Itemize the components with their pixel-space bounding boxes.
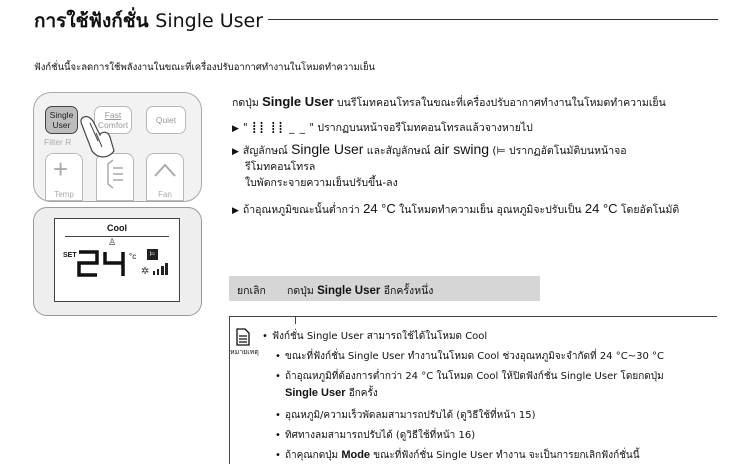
temperature-digits	[75, 249, 127, 279]
press-button-name: Single User	[262, 94, 334, 109]
bullet-2-continuation-2: ใบพัดกระจายความเย็นปรับขึ้น-ลง	[245, 177, 398, 189]
quote-open: "	[242, 122, 248, 134]
note-item-5: • ทิศทางลมสามารถปรับได้ (ดูวิธีใช้ที่หน้า 16)	[275, 430, 476, 441]
remote-control-illustration	[33, 92, 202, 202]
page-title	[34, 6, 263, 36]
note-frame-top	[229, 316, 717, 317]
title-rule	[268, 19, 718, 20]
bullet-3-mid: ในโหมดทำความเย็น อุณหภูมิจะปรับเป็น	[399, 204, 582, 216]
bullet-3-temp-1: 24 °C	[363, 201, 396, 216]
lcd-screen	[54, 218, 180, 302]
single-user-button	[45, 106, 78, 134]
single-user-icon: ♙	[108, 238, 117, 248]
single-user-label-1: Single	[49, 110, 74, 120]
note-page-icon	[235, 328, 251, 346]
cancel-prefix: กดปุ่ม	[287, 285, 314, 297]
note-label: หมายเหตุ	[230, 348, 259, 356]
triangle-bullet-icon: ▶	[232, 206, 239, 216]
bullet-1-text: " ปรากฏบนหน้าจอรีโมทคอนโทรลแล้วจางหายไป	[309, 122, 533, 134]
bullet-3	[232, 201, 679, 218]
filter-reset-label: Filter R	[44, 137, 72, 147]
cancel-bar	[229, 276, 540, 301]
note-item-3-text: ถ้าอุณหภูมิที่ต้องการต่ำกว่า 24 °C ในโหมด Cool ให้ปิดฟังก์ชั่น Single User โดยกดปุ่ม	[285, 371, 664, 382]
instruction-line	[232, 94, 666, 111]
bullet-2-continuation-1: รีโมทคอนโทรล	[245, 161, 316, 173]
bullet-3-prefix: ถ้าอุณหภูมิขณะนั้นต่ำกว่า	[242, 204, 360, 216]
bullet-2-rest: (⊨ ปรากฏอัตโนมัติบนหน้าจอ	[492, 145, 627, 157]
lcd-divider	[65, 236, 169, 237]
note-item-3-cont-text: อีกครั้ง	[348, 388, 378, 399]
triangle-bullet-icon: ▶	[232, 147, 239, 157]
triangle-bullet-icon: ▶	[232, 124, 239, 134]
note-frame-tick	[295, 316, 296, 324]
note-frame-left	[229, 316, 230, 464]
note-item-6: • ถ้าคุณกดปุ่ม Mode ขณะที่ฟังก์ชั่น Single User ทำงาน จะเป็นการยกเลิกฟังก์ชั่นนี้	[275, 449, 640, 461]
remote-display-illustration	[33, 207, 202, 316]
note-item-3-bold: Single User	[285, 387, 346, 399]
bullet-2-mid: และสัญลักษณ์	[366, 145, 431, 157]
fast-comfort-label-1: Fast	[104, 110, 122, 120]
note-item-2-text: ขณะที่ฟังก์ชั่น Single User ทำงานในโหมด Cool ช่วงอุณหภูมิจะจำกัดที่ 24 °C~30 °C	[285, 351, 664, 362]
note-item-2: • ขณะที่ฟังก์ชั่น Single User ทำงานในโหมด Cool ช่วงอุณหภูมิจะจำกัดที่ 24 °C~30 °C	[275, 351, 664, 362]
title-thai: การใช้ฟังก์ชั่น	[34, 10, 149, 32]
bullet-2-prefix: สัญลักษณ์	[242, 145, 288, 157]
page-subtitle: ฟังก์ชั่นนี้จะลดการใช้พลังงานในขณะที่เครื่องปรับอากาศทำงานในโหมดทำความเย็น	[34, 62, 376, 73]
bullet-1	[232, 119, 533, 136]
cancel-label: ยกเลิก	[237, 285, 266, 297]
bullet-2-air-swing: air swing	[433, 141, 490, 157]
title-english: Single User	[155, 10, 264, 32]
temp-label: Temp	[54, 190, 74, 199]
bullet-2	[232, 141, 627, 159]
cancel-suffix: อีกครั้งหนึ่ง	[383, 285, 434, 297]
fan-label: Fan	[158, 190, 172, 199]
note-item-3: • ถ้าอุณหภูมิที่ต้องการต่ำกว่า 24 °C ในโหมด Cool ให้ปิดฟังก์ชั่น Single User โดยกดปุ่ม	[275, 371, 664, 382]
note-item-3-continuation	[285, 386, 378, 401]
bullet-3-suffix: โดยอัตโนมัติ	[620, 204, 680, 216]
press-suffix: บนรีโมทคอนโทรลในขณะที่เครื่องปรับอากาศทำงานในโหมดทำความเย็น	[336, 97, 666, 109]
mode-label: Cool	[107, 223, 127, 233]
hand-pointer-icon	[78, 111, 118, 161]
display-symbol: ┋┋ ┋┋ _ _	[251, 122, 306, 134]
fan-speed-bars-icon	[153, 263, 169, 275]
press-prefix: กดปุ่ม	[232, 97, 259, 109]
cancel-button-name: Single User	[317, 285, 381, 297]
bullet-2-single-user: Single User	[291, 141, 364, 157]
air-swing-icon: ⊨	[147, 249, 158, 260]
degree-label: °c	[129, 252, 137, 261]
fan-icon: ✲	[141, 266, 150, 277]
cancel-text	[287, 282, 433, 299]
fan-button	[146, 153, 184, 201]
note-item-1: • ฟังก์ชั่น Single User สามารถใช้ได้ในโหมด Cool	[262, 331, 488, 342]
note-item-4-text: อุณหภูมิ/ความเร็วพัดลมสามารถปรับได้ (ดูวิธีใช้ที่หน้า 15)	[285, 410, 536, 421]
note-item-6-bold: Mode	[341, 449, 371, 461]
note-item-5-text: ทิศทางลมสามารถปรับได้ (ดูวิธีใช้ที่หน้า 16)	[285, 430, 476, 441]
quiet-button: Quiet	[146, 106, 186, 134]
note-item-6-text: ขณะที่ฟังก์ชั่น Single User ทำงาน จะเป็นการยกเลิกฟังก์ชั่นนี้	[373, 450, 640, 461]
bullet-3-temp-2: 24 °C	[584, 201, 618, 216]
note-item-1-text: ฟังก์ชั่น Single User สามารถใช้ได้ในโหมด Cool	[272, 331, 488, 342]
plus-icon: +	[53, 154, 69, 184]
single-user-label-2: User	[52, 120, 71, 130]
note-item-4: • อุณหภูมิ/ความเร็วพัดลมสามารถปรับได้ (ดูวิธีใช้ที่หน้า 15)	[275, 410, 536, 421]
set-label: SET	[63, 252, 77, 259]
note-item-6-prefix: ถ้าคุณกดปุ่ม	[285, 450, 339, 461]
chevron-up-icon	[147, 154, 183, 184]
fast-comfort-label-2: Comfort	[97, 120, 129, 130]
